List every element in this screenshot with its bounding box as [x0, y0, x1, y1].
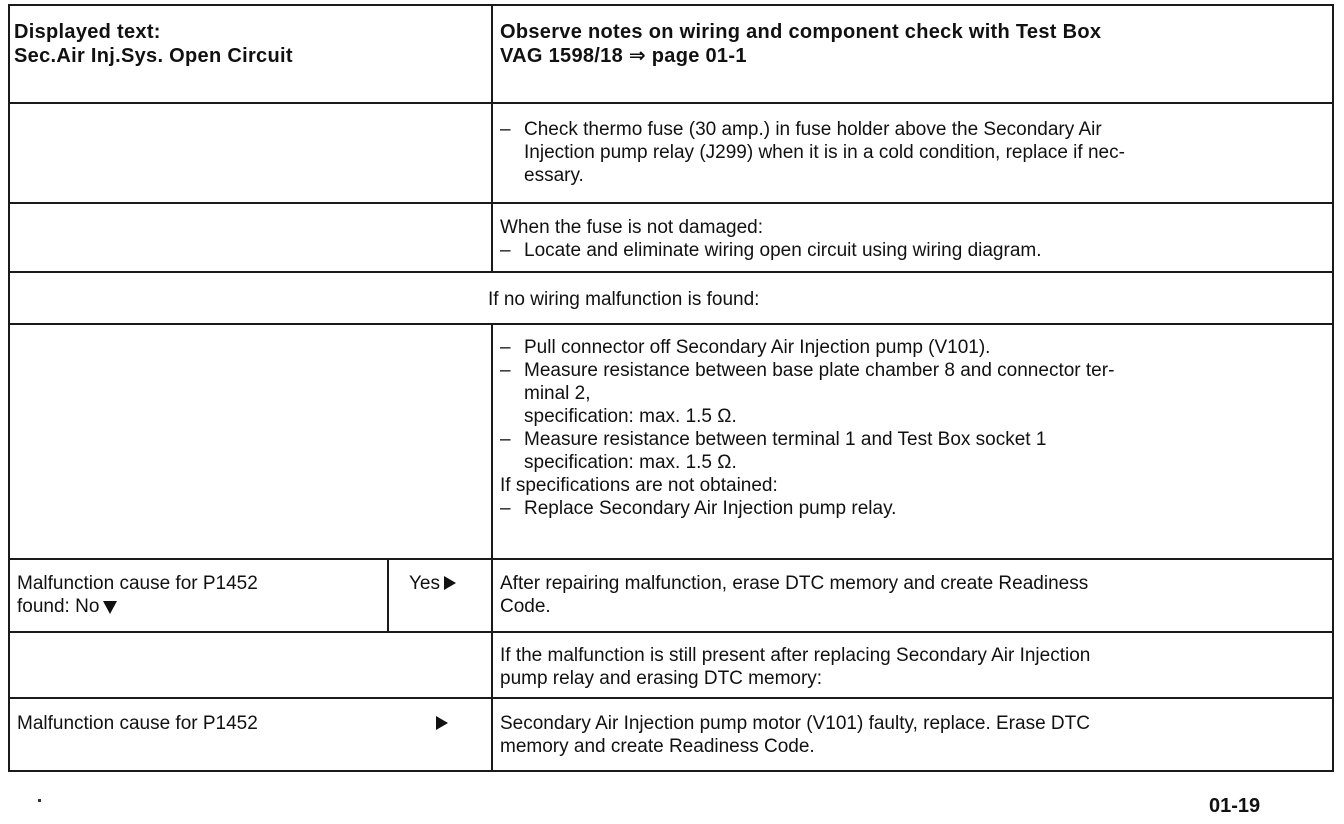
- column-divider: [491, 4, 493, 273]
- header-left-line1: Displayed text:: [14, 21, 161, 43]
- table-bottom-border: [8, 770, 1334, 772]
- row-thermo-fuse: [494, 118, 1330, 187]
- row-still-present: If the malfunction is still present after replacing Secondary Air Injection pump relay and erasing DTC memory:: [500, 645, 1091, 689]
- step-replace-relay: – Replace Secondary Air Injection pump relay.: [494, 497, 1330, 520]
- malfunction-cause-final: Malfunction cause for P1452: [17, 713, 258, 734]
- right-arrow-icon: [444, 576, 456, 590]
- header-right-line1: Observe notes on wiring and component check with Test Box: [500, 21, 1102, 43]
- table-top-border: [8, 4, 1334, 6]
- yes-column-divider: [387, 558, 389, 633]
- condition-no-malfunction: If no wiring malfunction is found:: [488, 289, 760, 310]
- row-divider: [8, 631, 1334, 633]
- final-arrow: [432, 712, 472, 735]
- step-check-fuse-cont: essary.: [524, 165, 584, 186]
- spec-line: specification: max. 1.5 Ω.: [524, 406, 737, 427]
- condition-spec-not-met: If specifications are not obtained:: [500, 475, 778, 496]
- table-left-border: [8, 4, 10, 772]
- step-measure-terminal: – Measure resistance between terminal 1 and Test Box socket 1: [494, 428, 1330, 451]
- scan-mark: [38, 799, 41, 802]
- step-measure-chamber: – Measure resistance between base plate chamber 8 and connector ter-: [494, 359, 1330, 382]
- header-right-line2: VAG 1598/18 ⇒ page 01-1: [500, 45, 747, 67]
- header-displayed-text: [14, 20, 484, 68]
- row-divider: [8, 102, 1334, 104]
- row-divider: [8, 271, 1334, 273]
- row-divider: [8, 697, 1334, 699]
- step-check-fuse: – Check thermo fuse (30 amp.) in fuse holder above the Secondary Air: [494, 118, 1330, 141]
- right-arrow-icon: [436, 716, 448, 730]
- column-divider: [491, 323, 493, 772]
- step-pull-connector: – Pull connector off Secondary Air Injection pump (V101).: [494, 336, 1330, 359]
- header-notes: [500, 20, 1330, 68]
- row-divider: [8, 202, 1334, 204]
- page-number: 01-19: [1209, 795, 1261, 817]
- spec-line: specification: max. 1.5 Ω.: [524, 452, 737, 473]
- row-measure-resistance: [494, 336, 1330, 520]
- row-no-wiring-malfunction: [488, 288, 1328, 311]
- down-arrow-icon: [103, 601, 117, 614]
- condition-fuse-ok: When the fuse is not damaged:: [500, 217, 763, 238]
- yes-branch: Yes: [409, 572, 489, 595]
- row-fuse-ok: [500, 216, 1330, 262]
- malfunction-cause-question: Malfunction cause for P1452 found: No: [17, 573, 258, 617]
- row-divider: [8, 323, 1334, 325]
- step-locate-circuit: – Locate and eliminate wiring open circuit using wiring diagram.: [494, 239, 1330, 262]
- row-motor-faulty: Secondary Air Injection pump motor (V101) faulty, replace. Erase DTC memory and create Readiness Code.: [500, 713, 1090, 757]
- table-right-border: [1332, 4, 1334, 772]
- header-left-line2: Sec.Air Inj.Sys. Open Circuit: [14, 45, 293, 67]
- row-after-repair: After repairing malfunction, erase DTC memory and create Readiness Code.: [500, 573, 1089, 617]
- step-measure-chamber-cont: minal 2,: [524, 383, 591, 404]
- row-divider: [8, 558, 1334, 560]
- step-check-fuse-cont: Injection pump relay (J299) when it is in a cold condition, replace if nec-: [524, 142, 1125, 163]
